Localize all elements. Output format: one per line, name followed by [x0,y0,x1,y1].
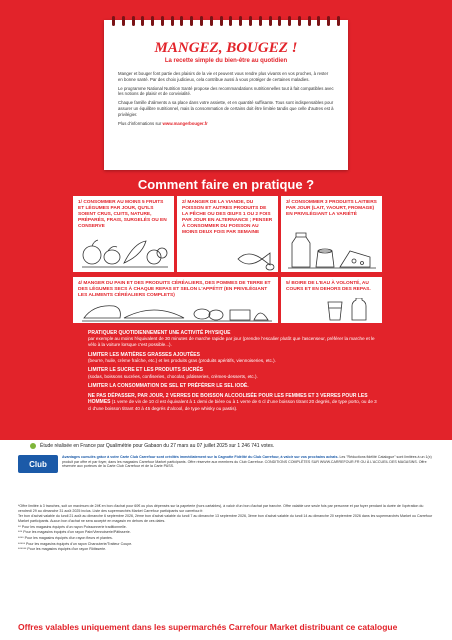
tip-box-water [281,277,382,323]
tip-item [88,352,378,364]
tip-heading: LIMITER LA CONSOMMATION DE SEL ET PRÉFÉRER LE SEL IODÉ. [88,383,249,390]
fine-print-line: *Offre limitée à 3 tranches, soit un maximum de 24€ en bon d'achat pour 60€ ou plus dépensés sur la papeterie (hors cartables), à valoir d'un bon d'achat par tranche. Offre valable une seule fois par personne et par foyer pendant la durée de l'opération du vendredi 29 au dimanche 31 août 2025 inclus. Liste des supermarchés Market Carrefour participants sur carrefour.fr. [18,504,424,513]
tip-heading: NE PAS DÉPASSER, PAR JOUR, 2 VERRES DE BOISSON ALCOOLISÉE POUR LES FEMMES ET 3 VERRES POUR LES HOMMES [88,393,368,406]
fine-print-line: ***** Pour les magasins équipés d'un rayon Charcuterie/Traiteur Coupe. [18,541,133,546]
tip-heading: PRATIQUER QUOTIDIENNEMENT UNE ACTIVITÉ PHYSIQUE [88,330,231,336]
card-body [118,71,334,129]
tip-box-label: 1/ CONSOMMER AU MOINS 5 FRUITS ET LÉGUMES PAR JOUR, QU'ILS SOIENT CRUS, CUITS, NATURE, PRÉPARÉS, FRAIS, SURGELÉS OU EN CONSERVE [78,200,167,229]
fine-print-line: ****** Pour les magasins équipés d'un rayon Rôtisserie. [18,547,107,552]
notebook-card [104,20,348,170]
tip-box-cereals [73,277,278,323]
tip-item [88,393,378,412]
tip-text: (sodas, boissons sucrées, confiseries, chocolat, pâtisseries, crèmes-desserts, etc.). [88,373,258,379]
tip-box-label: 4/ MANGER DU PAIN ET DES PRODUITS CÉRÉALIERS, DES POMMES DE TERRE ET DES LÉGUMES SECS À CHAQUE REPAS ET SELON L'APPÉTIT (EN PRIVILÉGIANT LES ALIMENTS CÉRÉALIERS COMPLETS) [78,281,271,298]
tip-box-dairy [281,196,382,272]
tip-text: (1 verre de vin de 10 cl est équivalent à 1 demi de bière ou à 1 verre de 6 cl d'une boisson titrant 20 degrés, de type porto, ou de 3 cl d'une boisson titrant 40 à 45 degrés d'alcool, de type whisky ou pastis). [88,399,377,411]
club-conditions-text: Les "Réductions fidélité Catalogue" sont limitées à un 1(x) produit par offre et par foyer, dans les magasins Carrefour Market participants. Offre réservée aux membres du Club Carrefour. CONDITIONS COMPLÈTES SUR WWW.CARREFOUR.FR OU À L'ACCUEIL DES MAGASINS. Offre réservée aux porteurs de la Carte Club Carrefour et de la Carte PASS. [62,455,432,469]
water-glass-icon [322,298,380,322]
fine-print [18,504,436,553]
tip-text: par exemple au moins l'équivalent de 30 minutes de marche rapide par jour (prendre l'escalier plutôt que l'ascenseur, préférer la marche et le vélo à la voiture lorsque c'est possible...). [88,336,375,348]
fine-print-line: **** Pour les magasins équipés d'un rayon fleurs et plantes. [18,536,113,541]
tip-text: (beurre, huile, crème fraîche, etc.) et les produits gras (produits apéritifs, viennoiseries, etc.). [88,358,276,364]
bread-cereals-icon [80,300,274,322]
card-paragraph: Le programme National Nutrition Santé propose des recommandations nutritionnelles tout à fait compatibles avec les notions de plaisir et de convivialité. [118,85,334,97]
fine-print-line: ** Pour les magasins équipés d'un rayon Poissonnerie traditionnelle. [18,524,127,529]
tip-box-label: 2/ MANGER DE LA VIANDE, DU POISSON ET AUTRES PRODUITS DE LA PÊCHE OU DES ŒUFS 1 OU 2 FOIS PAR JOUR EN ALTERNANCE ; PENSER À CONSOMMER DU POISSON AU MOINS DEUX FOIS PAR SEMAINE [182,200,273,235]
card-title: MANGEZ, BOUGEZ ! [154,40,298,56]
fruits-vegetables-icon [80,231,170,269]
tip-item [88,383,378,389]
tip-heading: LIMITER LE SUCRE ET LES PRODUITS SUCRÉS [88,367,204,374]
fine-print-line: *** Pour les magasins équipés d'un rayon Pain/Viennoiserie/Pâtisserie. [18,530,131,535]
study-icon [30,443,36,449]
card-paragraph: Chaque famille d'aliments a sa place dans votre assiette, et en quantité suffisante. Tous sont indispensables pour assurer un équilibre nutritionnel, mais la consommation de certains doit être limitée tandis que celle d'autres est à privilégier. [118,100,334,117]
study-bar [0,440,452,452]
tip-box-label: 5/ BOIRE DE L'EAU À VOLONTÉ, AU COURS ET EN DEHORS DES REPAS. [286,281,371,292]
club-conditions-bold: Avantages cumulés grâce à votre Carte Club Carrefour sont crédités immédiatement sur la Cagnotte Fidélité du Club Carrefour, à valoir sur vos prochains achats. [62,455,339,459]
tip-box-label: 3/ CONSOMMER 3 PRODUITS LAITIERS PAR JOUR (LAIT, YAOURT, FROMAGE) EN PRIVILÉGIANT LA VARIÉTÉ [286,200,377,217]
more-info-link[interactable]: www.mangerbouger.fr [162,120,208,126]
tip-box-fruits [73,196,174,272]
dairy-products-icon [286,231,378,269]
fine-print-line: Ter bon d'achat valable du lundi 21 août au dimanche 6 septembre 2026, 2ème bon d'achat valable du lundi 7 au dimanche 13 septembre 2026, 3ème bon d'achat valable du lundi 14 au dimanche 20 septembre 2026 dans les supermarchés Market ou Carrefour Market participants. Aucun bon d'achat ne sera accepté en magasin en dehors de ces dates. [18,514,433,524]
card-paragraph: Manger et bouger font partie des plaisirs de la vie et peuvent vous rendre plus vivants en vos proches, à rester en bonne santé. Par des choix judicieux, cela contribue aussi à vous protéger de certaines maladies. [118,71,329,82]
tip-heading: LIMITER LES MATIÈRES GRASSES AJOUTÉES [88,351,200,358]
more-info-label: Plus d'informations sur [118,120,162,126]
tip-box-meat-fish [177,196,278,272]
card-subtitle: La recette simple du bien-être au quotidien [164,58,288,64]
healthy-tips-list [88,330,378,415]
footer-disclaimer: Offres valables uniquement dans les supermarchés Carrefour Market distribuant ce catalogue [18,622,398,632]
tip-item [88,330,378,348]
study-text: Étude réalisée en France par Qualimétrie pour Gabaon du 27 mars au 07 juillet 2025 sur 1 246 741 votes. [40,443,275,449]
tip-item [88,367,378,379]
section-heading: Comment faire en pratique ? [137,177,315,192]
fish-egg-icon [236,247,276,271]
club-conditions [62,455,437,469]
club-badge: Club [18,455,58,473]
spiral-binding [112,16,340,26]
